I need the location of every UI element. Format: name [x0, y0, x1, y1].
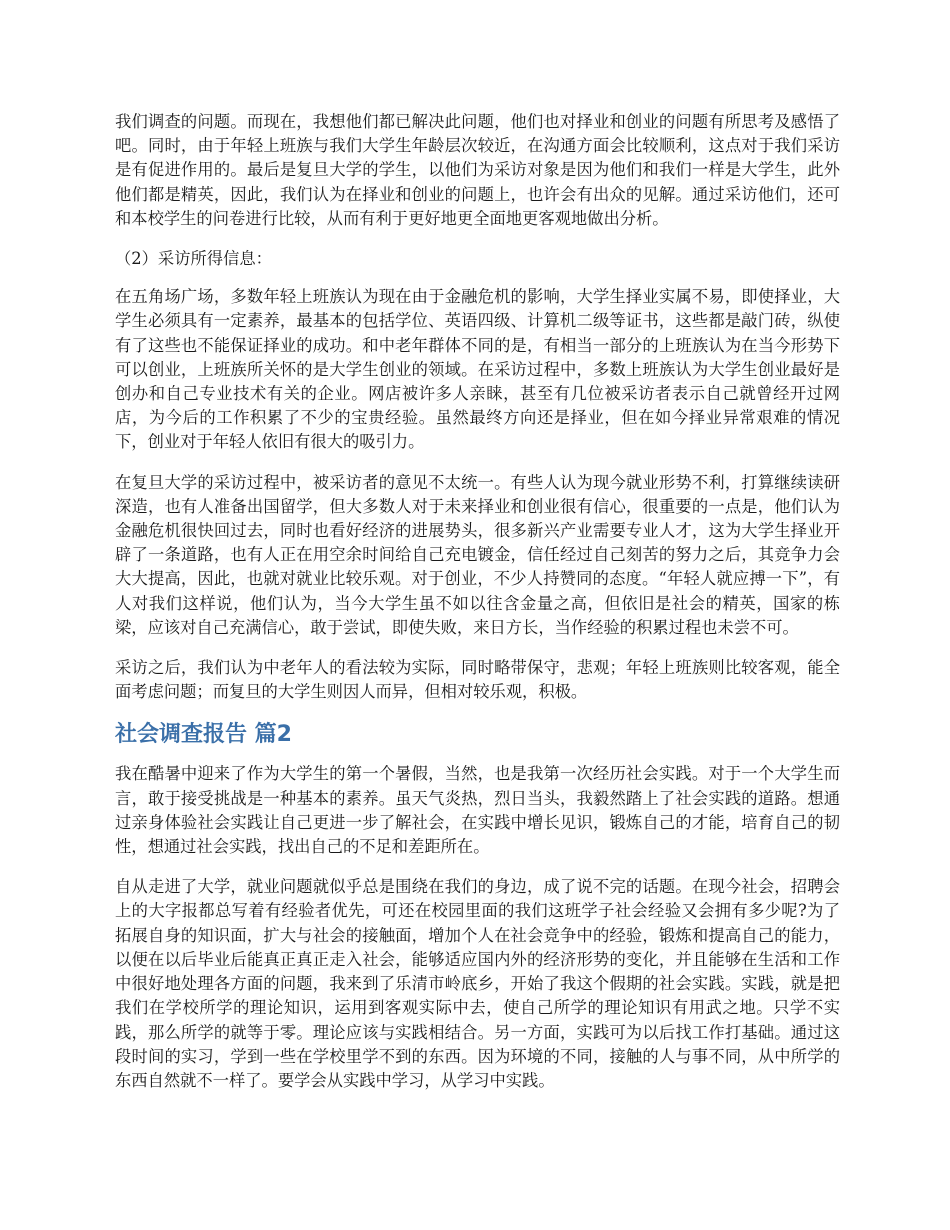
- document-page: [115, 110, 840, 1109]
- subheading-interview-info: （2）采访所得信息：: [115, 249, 272, 269]
- paragraph-conclusion: 采访之后，我们认为中老年人的看法较为实际，同时略带保守，悲观；年轻上班族则比较客观，能全面考虑问题；而复旦的大学生则因人而异，但相对较乐观，积极。: [115, 658, 840, 702]
- paragraph-fudan: 在复旦大学的采访过程中，被采访者的意见不太统一。有些人认为现今就业形势不利，打算继续读研深造，也有人准备出国留学，但大多数人对于未来择业和创业很有信心，很重要的一点是，他们认为金融危机很快回过去，同时也看好经济的进展势头，很多新兴产业需要专业人才，这为大学生择业开辟了一条道路，也有人正在用空余时间给自己充电镀金，信任经过自己刻苦的努力之后，其竞争力会大大提高，因此，也就对就业比较乐观。对于创业，不少人持赞同的态度。“年轻人就应搏一下”，有人对我们这样说，他们认为，当今大学生虽不如以往含金量之高，但依旧是社会的精英，国家的栋梁，应该对自己充满信心，敢于尝试，即使失败，来日方长，当作经验的积累过程也未尝不可。: [115, 472, 840, 637]
- paragraph-interview-reasons: 我们调查的问题。而现在，我想他们都已解决此问题，他们也对择业和创业的问题有所思考及感悟了吧。同时，由于年轻上班族与我们大学生年龄层次较近，在沟通方面会比较顺利，这点对于我们采访是有促进作用的。最后是复旦大学的学生，以他们为采访对象是因为他们和我们一样是大学生，此外他们都是精英，因此，我们认为在择业和创业的问题上，也许会有出众的见解。通过采访他们，还可和本校学生的问卷进行比较，从而有利于更好地更全面地更客观地做出分析。: [115, 112, 840, 228]
- section-heading: 社会调查报告 篇2: [115, 722, 292, 748]
- paragraph-wujiaochang: 在五角场广场，多数年轻上班族认为现在由于金融危机的影响，大学生择业实属不易，即使择业，大学生必须具有一定素养，最基本的包括学位、英语四级、计算机二级等证书，这些都是敲门砖，纵使有了这些也不能保证择业的成功。和中老年群体不同的是，有相当一部分的上班族认为在当今形势下可以创业，上班族所关怀的是大学生创业的领域。在采访过程中，多数上班族认为大学生创业最好是创办和自己专业技术有关的企业。网店被许多人亲睐，甚至有几位被采访者表示自己就曾经开过网店，为今后的工作积累了不少的宝贵经验。虽然最终方向还是择业，但在如今择业异常艰难的情况下，创业对于年轻人依旧有很大的吸引力。: [115, 287, 840, 452]
- paragraph-summer-vacation: 我在酷暑中迎来了作为大学生的第一个暑假，当然，也是我第一次经历社会实践。对于一个大学生而言，敢于接受挑战是一种基本的素养。虽天气炎热，烈日当头，我毅然踏上了社会实践的道路。想通过亲身体验社会实践让自己更进一步了解社会，在实践中增长见识，锻炼自己的才能，培育自己的韧性，想通过社会实践，找出自己的不足和差距所在。: [115, 764, 840, 857]
- paragraph-employment: 自从走进了大学，就业问题就似乎总是围绕在我们的身边，成了说不完的话题。在现今社会，招聘会上的大字报都总写着有经验者优先，可还在校园里面的我们这班学子社会经验又会拥有多少呢?为了拓展自身的知识面，扩大与社会的接触面，增加个人在社会竞争中的经验，锻炼和提高自己的能力，以便在以后毕业后能真正真正走入社会，能够适应国内外的经济形势的变化，并且能够在生活和工作中很好地处理各方面的问题，我来到了乐清市岭底乡，开始了我这个假期的社会实践。实践，就是把我们在学校所学的理论知识，运用到客观实际中去，使自己所学的理论知识有用武之地。只学不实践，那么所学的就等于零。理论应该与实践相结合。另一方面，实践可为以后找工作打基础。通过这段时间的实习，学到一些在学校里学不到的东西。因为环境的不同，接触的人与事不同，从中所学的东西自然就不一样了。要学会从实践中学习，从学习中实践。: [115, 877, 840, 1090]
